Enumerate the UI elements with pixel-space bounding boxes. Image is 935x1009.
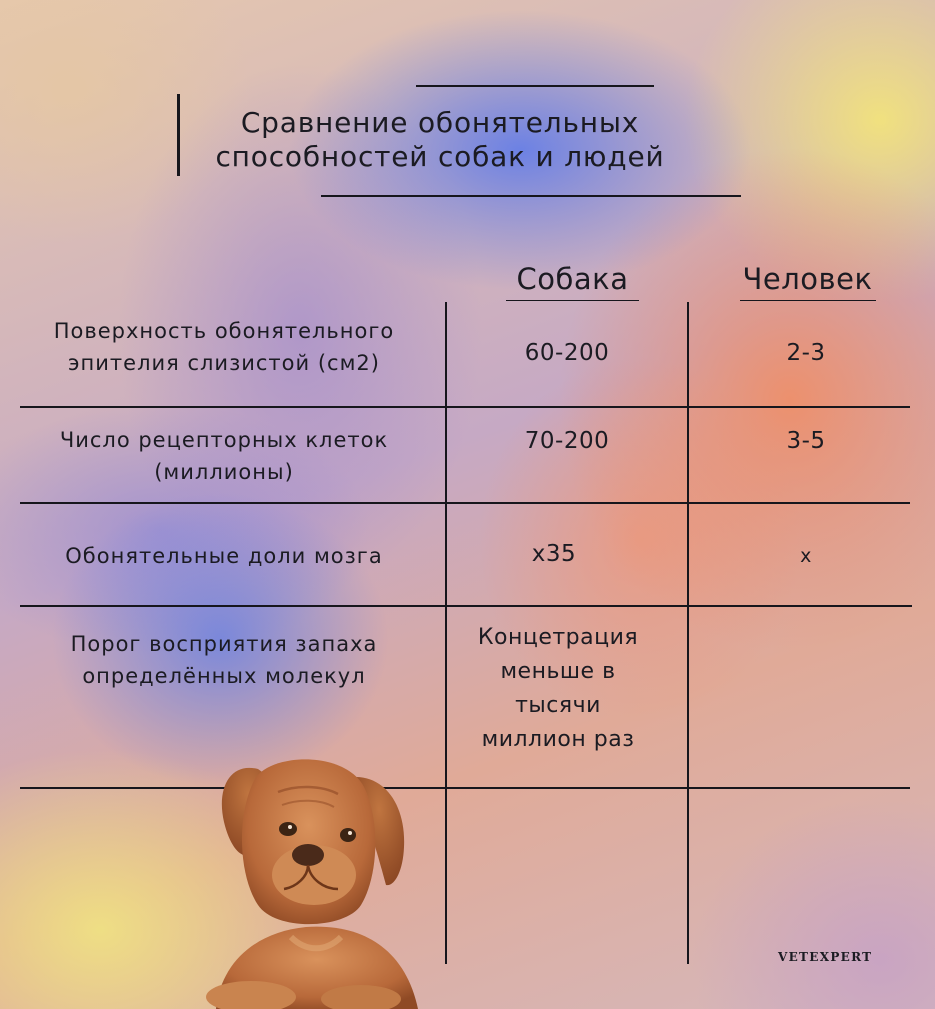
cell-line: Концетрация	[477, 625, 639, 650]
row-label-line: эпителия слизистой (см2)	[68, 351, 380, 375]
puppy-image	[196, 747, 426, 1009]
row-label-perception-threshold	[20, 628, 428, 692]
grid-vertical-1	[445, 302, 447, 964]
cell-dog-perception-threshold	[448, 621, 668, 757]
cell-line: миллион раз	[481, 727, 635, 752]
row-label-line: (миллионы)	[154, 460, 294, 484]
cell-human-epithelium: 2-3	[786, 340, 826, 366]
grid-horizontal-2	[20, 502, 910, 504]
column-header-human: Человек	[742, 262, 873, 296]
row-label-line: Порог восприятия запаха	[70, 632, 378, 656]
title-line-1: Сравнение обонятельных	[240, 106, 640, 139]
grid-horizontal-4	[20, 787, 910, 789]
brand-watermark: VETEXPERT	[778, 950, 873, 964]
cell-human-olfactory-lobes: x	[800, 545, 812, 567]
column-header-dog: Собака	[516, 262, 629, 296]
cell-line: меньше в	[500, 659, 616, 684]
cell-human-receptor-cells: 3-5	[786, 428, 826, 454]
row-label-receptor-cells	[20, 424, 428, 488]
title-top-rule	[416, 85, 654, 87]
title-line-2: способностей собак и людей	[215, 140, 665, 173]
cell-line: тысячи	[515, 693, 601, 718]
page-title	[180, 106, 700, 174]
row-label-line: Число рецепторных клеток	[59, 428, 389, 452]
grid-horizontal-3	[20, 605, 912, 607]
row-label-epithelium	[20, 315, 428, 379]
cell-dog-receptor-cells: 70-200	[524, 428, 610, 454]
row-label-line: Поверхность обонятельного	[53, 319, 395, 343]
grid-horizontal-1	[20, 406, 910, 408]
cell-dog-epithelium: 60-200	[524, 340, 610, 366]
grid-vertical-2	[687, 302, 689, 964]
column-header-human-underline	[740, 300, 876, 301]
row-label-olfactory-lobes	[20, 540, 428, 572]
row-label-line: определённых молекул	[82, 664, 366, 688]
cell-dog-olfactory-lobes: x35	[531, 541, 577, 567]
column-header-dog-underline	[506, 300, 639, 301]
title-bottom-rule	[321, 195, 741, 197]
row-label-line: Обонятельные доли мозга	[65, 544, 383, 568]
